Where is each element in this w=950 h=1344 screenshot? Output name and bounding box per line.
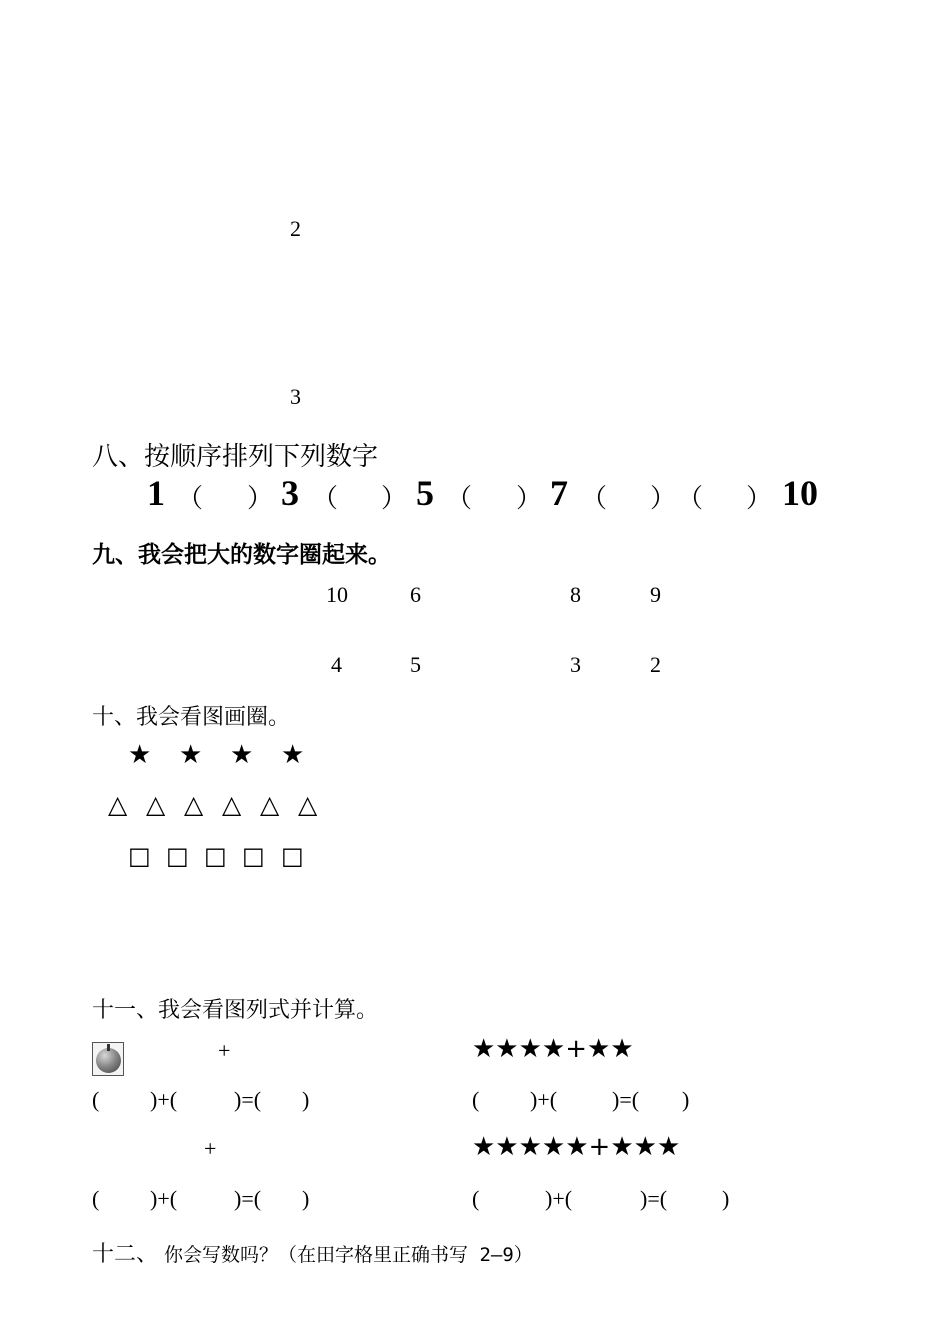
star-shape: ★ [281,740,305,770]
section-heading: 九、我会把大的数字圈起来。 [92,542,391,568]
section-heading: 十二、 [92,1242,159,1267]
square-shape: □ [281,842,304,870]
sequence-number: 5 [416,473,434,513]
plus-paren: )+( [150,1087,178,1112]
section-heading: 十、我会看图画圈。 [92,705,291,730]
plus-paren: )+( [150,1186,178,1211]
equals-paren: )=( [640,1186,668,1211]
section-heading: 十一、我会看图列式并计算。 [92,998,379,1023]
page-number: 2 [290,216,301,241]
sequence-number: 1 [147,473,165,513]
open-paren: （ [177,484,204,514]
triangle-shape: △ [108,790,128,819]
close-paren: ) [722,1186,730,1211]
open-paren: ( [92,1087,100,1112]
close-paren: ） [650,484,677,514]
open-paren: ( [472,1087,480,1112]
open-paren: ( [92,1186,100,1211]
equals-paren: )=( [234,1087,262,1112]
close-paren: ) [302,1087,310,1112]
number-item: 4 [331,652,342,677]
equals-paren: )=( [612,1087,640,1112]
plus-paren: )+( [545,1186,573,1211]
number-item: 6 [410,582,421,607]
square-shape: □ [204,842,227,870]
apple-image [92,1042,124,1076]
triangle-shape: △ [298,790,318,819]
open-paren: （ [581,484,608,514]
number-item: 5 [410,652,421,677]
number-item: 9 [650,582,661,607]
number-item: 10 [326,582,348,607]
number-item: 3 [570,652,581,677]
section-instruction: 你会写数吗？（在田字格里正确书写 2—9） [164,1244,533,1266]
sequence-number: 7 [550,473,568,513]
star-expression: ★★★★★+★★★ [472,1132,681,1162]
close-paren: ） [247,484,274,514]
close-paren: ） [381,484,408,514]
plus-paren: )+( [530,1087,558,1112]
number-item: 8 [570,582,581,607]
plus-sign: + [204,1136,217,1161]
section-heading: 八、按顺序排列下列数字 [92,442,379,472]
open-paren: ( [472,1186,480,1211]
close-paren: ） [746,484,773,514]
close-paren: ) [302,1186,310,1211]
open-paren: （ [677,484,704,514]
triangle-shape: △ [260,790,280,819]
star-shape: ★ [128,740,152,770]
triangle-shape: △ [184,790,204,819]
sequence-number: 10 [782,473,818,513]
square-shape: □ [242,842,265,870]
star-shape: ★ [179,740,203,770]
plus-sign: + [218,1038,231,1063]
triangle-shape: △ [146,790,166,819]
page-number: 3 [290,384,301,409]
close-paren: ） [516,484,543,514]
open-paren: （ [312,484,339,514]
star-expression: ★★★★+★★ [472,1034,634,1064]
close-paren: ) [682,1087,690,1112]
open-paren: （ [446,484,473,514]
number-item: 2 [650,652,661,677]
square-shape: □ [166,842,189,870]
sequence-number: 3 [281,473,299,513]
square-shape: □ [128,842,151,870]
equals-paren: )=( [234,1186,262,1211]
star-shape: ★ [230,740,254,770]
triangle-shape: △ [222,790,242,819]
